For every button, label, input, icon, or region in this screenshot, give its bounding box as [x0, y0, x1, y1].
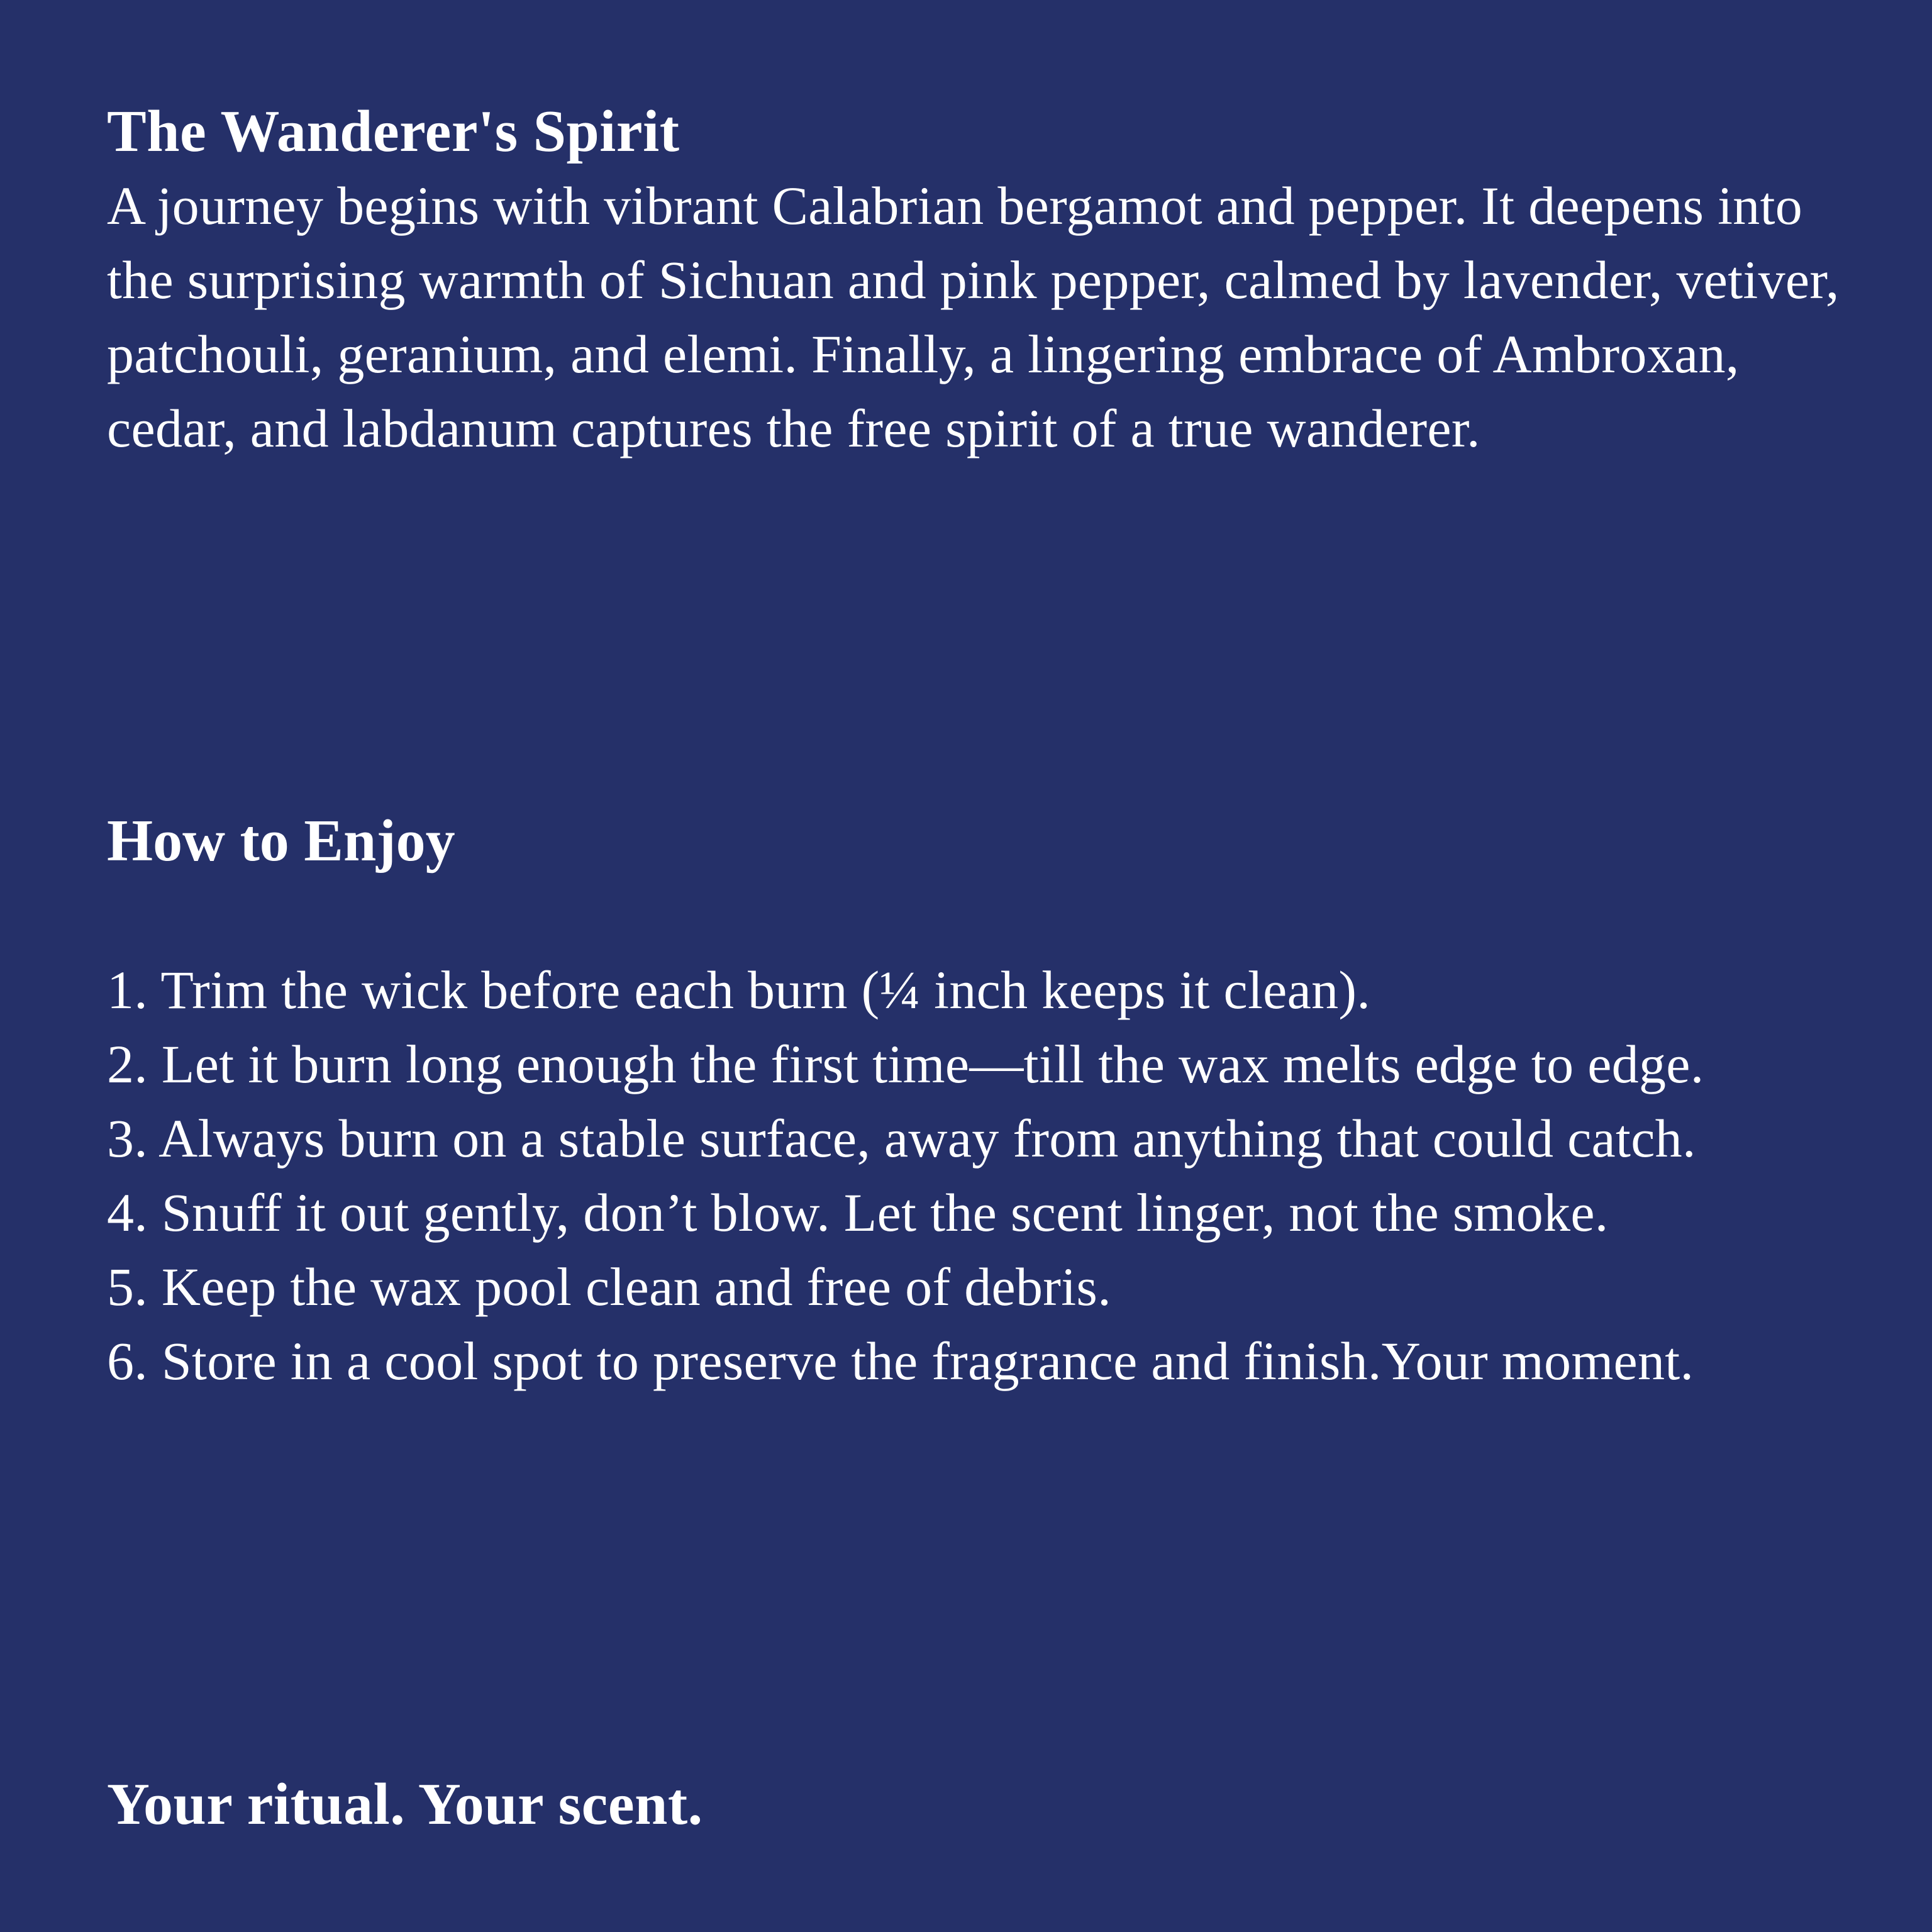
instruction-step-1: 1. Trim the wick before each burn (¼ inch keeps it clean). — [107, 960, 1371, 1020]
instruction-step-4: 4. Snuff it out gently, don’t blow. Let the scent linger, not the smoke. — [107, 1182, 1609, 1243]
product-description: A journey begins with vibrant Calabrian bergamot and pepper. It deepens into the surprising warmth of Sichuan and pink pepper, calmed by lavender, vetiver, patchouli, geranium, and elemi. Finally, a lingering embrace of Ambroxan, cedar, and labdanum captures the free spirit of a true wanderer. — [107, 175, 1840, 458]
instructions-list — [107, 953, 1855, 1398]
instruction-step-2: 2. Let it burn long enough the first time—till the wax melts edge to edge. — [107, 1034, 1704, 1094]
instruction-step-5: 5. Keep the wax pool clean and free of debris. — [107, 1257, 1111, 1317]
instruction-step-3: 3. Always burn on a stable surface, away from anything that could catch. — [107, 1108, 1696, 1169]
instruction-step-6: 6. Store in a cool spot to preserve the fragrance and finish.Your moment. — [107, 1331, 1694, 1391]
product-title: The Wanderer's Spirit — [107, 99, 680, 164]
how-to-enjoy-heading: How to Enjoy — [107, 808, 455, 874]
product-description-section — [107, 94, 1855, 465]
closing-tagline: Your ritual. Your scent. — [107, 1772, 703, 1837]
